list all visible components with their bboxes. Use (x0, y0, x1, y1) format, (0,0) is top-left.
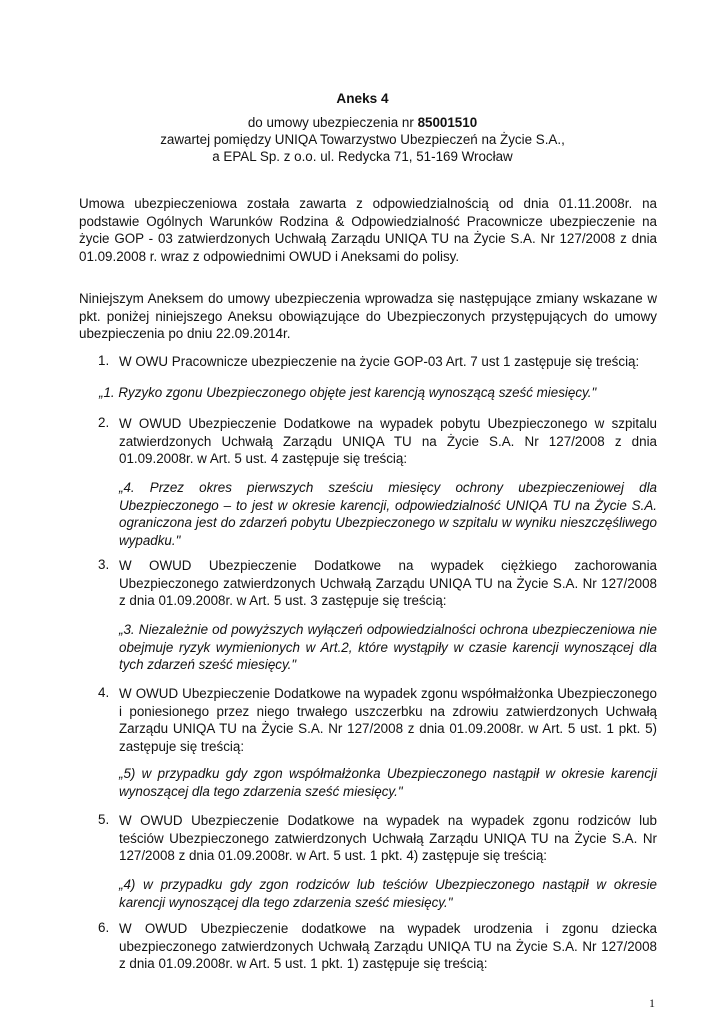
list-item-quote: „5) w przypadku gdy zgon współmałżonka Ubezpieczonego nastąpił w okresie karencji wynoszącej dla tego zdarzenia sześć miesięcy." (119, 766, 657, 799)
paragraph-2: Niniejszym Aneksem do umowy ubezpieczenia wprowadza się następujące zmiany wskazane w pkt. poniżej niniejszego Aneksu obowiązujące do Ubezpieczonych przystępujących do umowy ubezpieczenia po dniu 22.09.2014r. (79, 291, 657, 341)
list-item-number: 4. (98, 685, 110, 700)
list-item-text: W OWUD Ubezpieczenie Dodatkowe na wypadek na wypadek zgonu rodziców lub teściów Ubezpieczonego zatwierdzonych Uchwałą Zarządu UNIQA TU na Życie S.A. Nr 127/2008 z dnia 01.09.2008r. w Art. 5 ust. 1 pkt. 4) zastępuje się treścią: (119, 813, 657, 863)
paragraph-1: Umowa ubezpieczeniowa została zawarta z odpowiedzialnością od dnia 01.11.2008r. na podstawie Ogólnych Warunków Rodzina & Odpowiedzialność Pracownicze ubezpieczenie na życie GOP - 03 zatwierdzonych Uchwałą Zarządu UNIQA TU na Życie S.A. Nr 127/2008 z dnia 01.09.2008 r. wraz z odpowiednimi OWUD i Aneksami do polisy. (79, 196, 657, 264)
list-item-text: W OWUD Ubezpieczenie Dodatkowe na wypadek pobytu Ubezpieczonego w szpitalu zatwierdzonych Uchwałą Zarządu UNIQA TU na Życie S.A. Nr 127/2008 z dnia 01.09.2008r. w Art. 5 ust. 4 zastępuje się treścią: (119, 416, 657, 466)
list-item-text: W OWUD Ubezpieczenie Dodatkowe na wypadek ciężkiego zachorowania Ubezpieczonego zatwierdzonych Uchwałą Zarządu UNIQA TU na Życie S.A. Nr 127/2008 z dnia 01.09.2008r. w Art. 5 ust. 3 zastępuje się treścią: (119, 558, 657, 608)
header-line-3: a EPAL Sp. z o.o. ul. Redycka 71, 51-169 Wrocław (212, 149, 513, 164)
list-item-text: W OWUD Ubezpieczenie dodatkowe na wypadek urodzenia i zgonu dziecka ubezpieczonego zatwierdzonych Uchwałą Zarządu UNIQA TU na Życie S.A. Nr 127/2008 z dnia 01.09.2008r. w Art. 5 ust. 1 pkt. 1) zastępuje się treścią: (119, 921, 657, 971)
list-item-quote: „3. Niezależnie od powyższych wyłączeń odpowiedzialności ochrona ubezpieczeniowa nie obejmuje ryzyk wymienionych w Art.2, które wystąpiły w czasie karencji wynoszącej dla tych zdarzeń sześć miesięcy." (119, 622, 657, 672)
list-item-number: 1. (98, 353, 110, 368)
header-line-1 (0, 114, 725, 131)
list-item-quote: „1. Ryzyko zgonu Ubezpieczonego objęte jest karencją wynoszącą sześć miesięcy." (99, 385, 597, 400)
document-title: Aneks 4 (336, 91, 389, 106)
list-item-number: 5. (98, 812, 110, 827)
list-item-number: 3. (98, 557, 110, 572)
policy-number: 85001510 (417, 115, 478, 130)
list-item-number: 6. (98, 920, 110, 935)
document-header (0, 114, 725, 165)
list-item-quote: „4) w przypadku gdy zgon rodziców lub teściów Ubezpieczonego nastąpił w okresie karencji wynoszącej dla tego zdarzenia sześć miesięcy." (119, 877, 657, 910)
list-item-number: 2. (98, 415, 110, 430)
list-item-quote: „4. Przez okres pierwszych sześciu miesięcy ochrony ubezpieczeniowej dla Ubezpieczonego – to jest w okresie karencji, odpowiedzialność UNIQA TU na Życie S.A. ograniczona jest do zdarzeń pobytu Ubezpieczonego w szpitalu w wyniku nieszczęśliwego wypadku." (119, 480, 657, 548)
list-item-text: W OWU Pracownicze ubezpieczenie na życie GOP-03 Art. 7 ust 1 zastępuje się treścią: (119, 354, 640, 369)
header-line-2: zawartej pomiędzy UNIQA Towarzystwo Ubezpieczeń na Życie S.A., (160, 132, 565, 147)
header-line-1-prefix: do umowy ubezpieczenia nr (247, 115, 418, 130)
page-number: 1 (649, 996, 655, 1010)
list-item-text: W OWUD Ubezpieczenie Dodatkowe na wypadek zgonu współmałżonka Ubezpieczonego i poniesionego przez niego trwałego uszczerbku na zdrowiu zatwierdzonych Uchwałą Zarządu UNIQA TU na Życie S.A. Nr 127/2008 z dnia 01.09.2008r. w Art. 5 ust. 1 pkt. 5) zastępuje się treścią: (119, 686, 657, 754)
